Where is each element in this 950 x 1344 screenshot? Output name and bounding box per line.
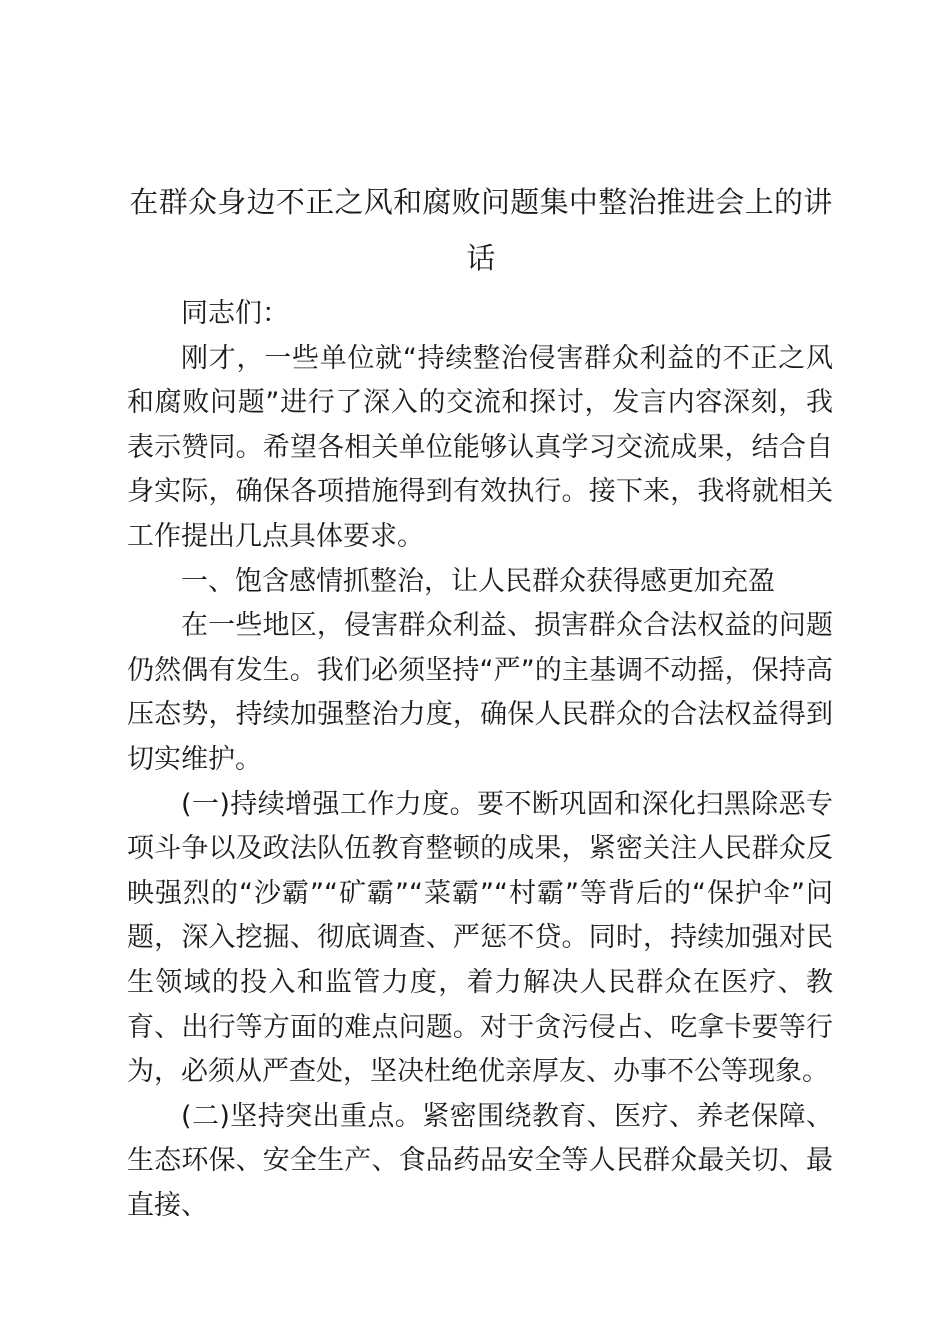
salutation: 同志们： <box>181 298 289 329</box>
intro-paragraph: 刚才，一些单位就“持续整治侵害群众利益的不正之风和腐败问题”进行了深入的交流和探讨，发言内容深刻，我表示赞同。希望各相关单位能够认真学习交流成果，结合自身实际，确保各项措施得到有效执行。接下来，我将就相关工作提出几点具体要求。 <box>127 342 833 552</box>
document-body <box>127 292 833 1228</box>
document-title: 在群众身边不正之风和腐败问题集中整治推进会上的讲话 <box>129 185 833 275</box>
subsection-paragraph: (二)坚持突出重点。紧密围绕教育、医疗、养老保障、生态环保、安全生产、食品药品安全等人民群众最关切、最直接、 <box>127 1100 833 1221</box>
section-paragraph: 在一些地区，侵害群众利益、损害群众合法权益的问题仍然偶有发生。我们必须坚持“严”的主基调不动摇，保持高压态势，持续加强整治力度，确保人民群众的合法权益得到切实维护。 <box>127 610 833 775</box>
section-heading: 一、饱含感情抓整治，让人民群众获得感更加充盈 <box>181 565 775 597</box>
subsection-paragraph: (一)持续增强工作力度。要不断巩固和深化扫黑除恶专项斗争以及政法队伍教育整顿的成果，紧密关注人民群众反映强烈的“沙霸”“矿霸”“菜霸”“村霸”等背后的“保护伞”问题，深入挖掘、彻底调查、严惩不贷。同时，持续加强对民生领域的投入和监管力度，着力解决人民群众在医疗、教育、出行等方面的难点问题。对于贪污侵占、吃拿卡要等行为，必须从严查处，坚决杜绝优亲厚友、办事不公等现象。 <box>127 788 833 1088</box>
